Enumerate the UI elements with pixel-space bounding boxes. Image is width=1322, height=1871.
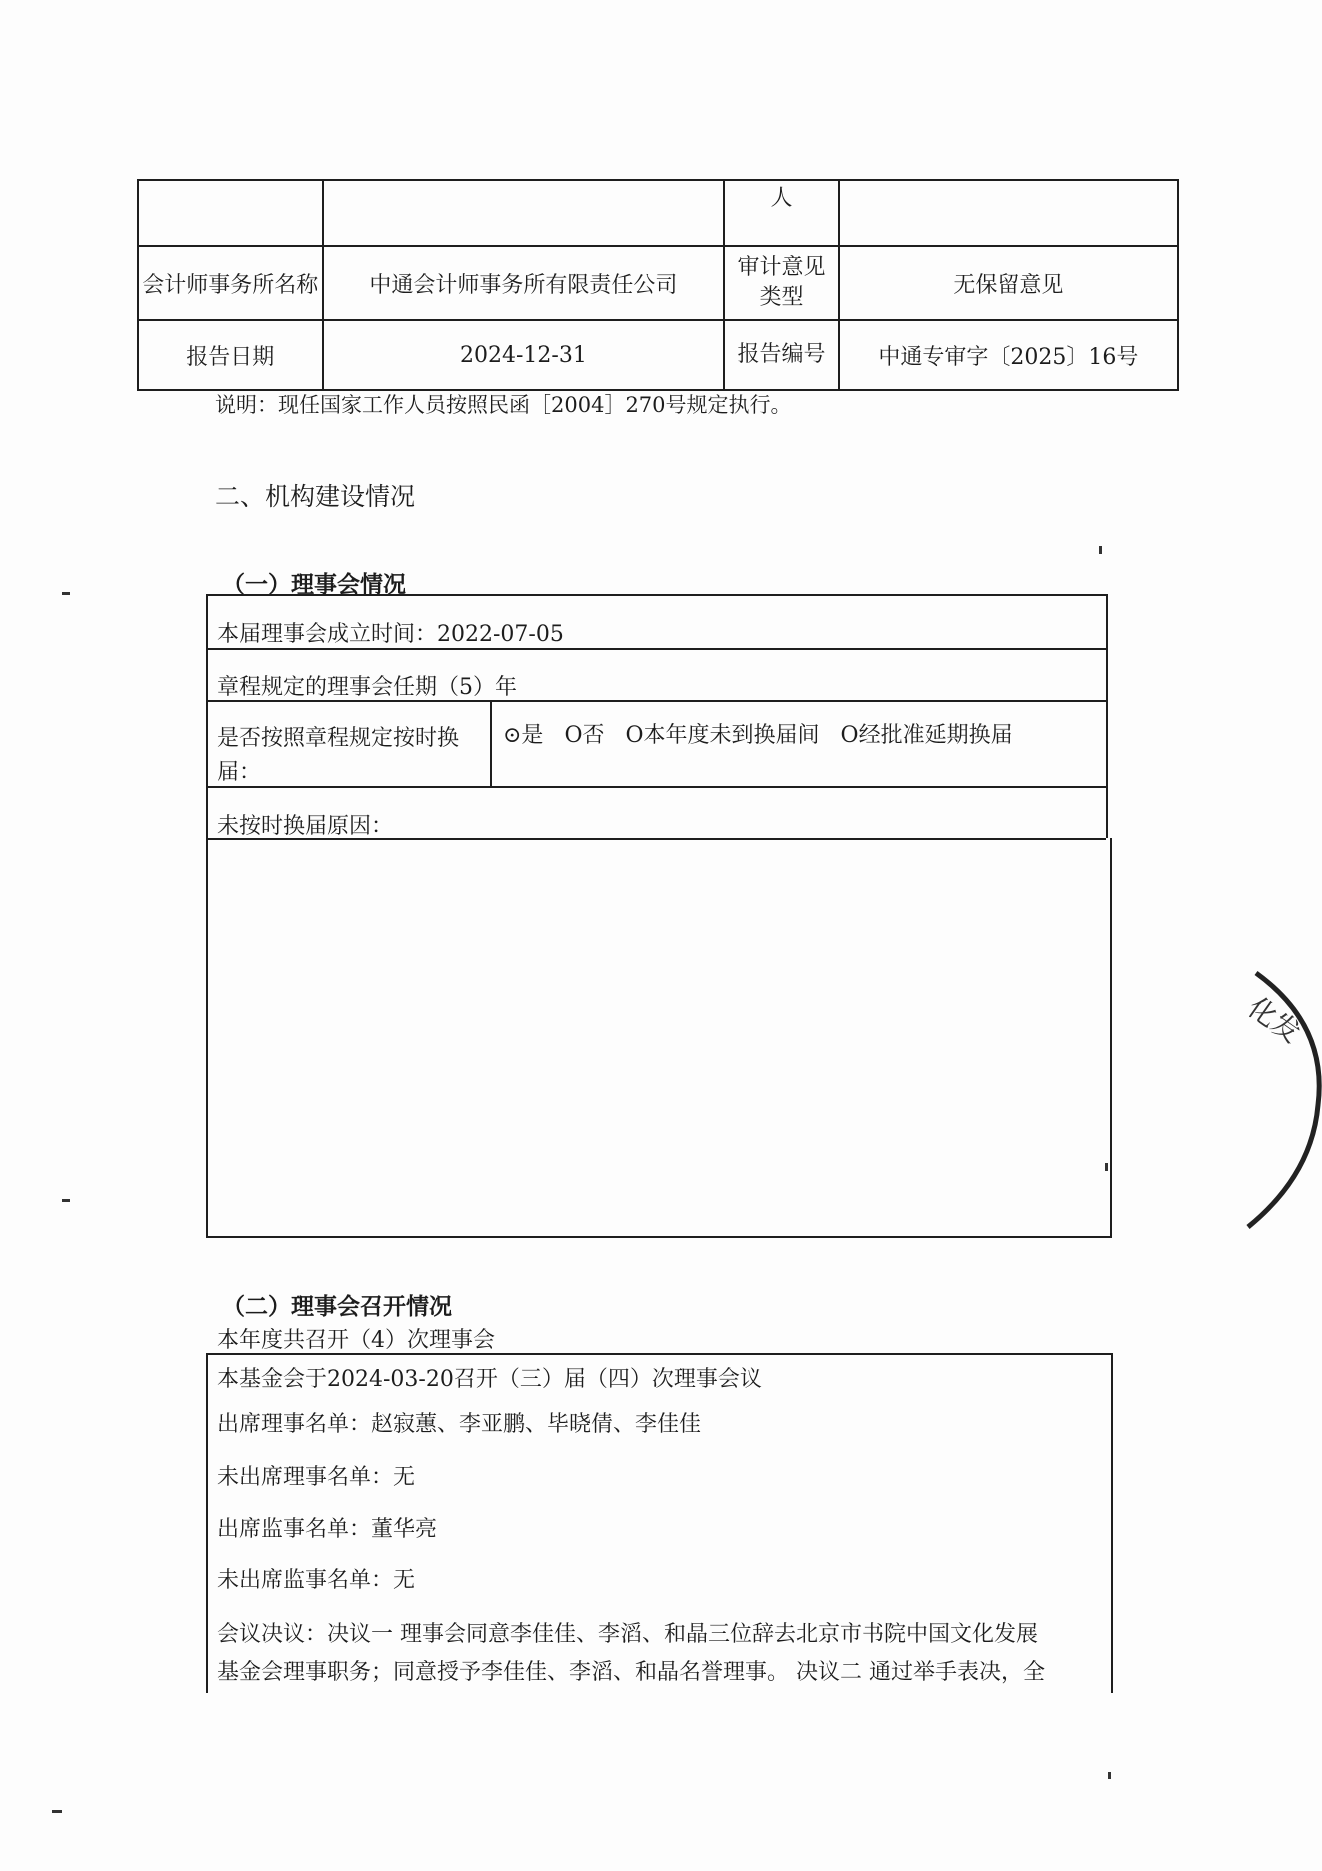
report-no-value: 中通专审字〔2025〕16号 — [839, 320, 1178, 390]
scan-speck — [62, 592, 70, 595]
option-no[interactable]: O否 — [564, 723, 605, 748]
board-title: （一）理事会情况 — [222, 572, 406, 598]
report-no-label: 报告编号 — [724, 320, 838, 390]
firm-label: 会计师事务所名称 — [138, 246, 323, 320]
seal-text: 化发 — [1241, 990, 1307, 1050]
scan-speck — [1108, 1772, 1111, 1779]
date-label: 报告日期 — [138, 320, 323, 390]
option-delayed[interactable]: O经批准延期换届 — [840, 723, 1013, 748]
resolution-line-2: 基金会理事职务；同意授予李佳佳、李滔、和晶名誉理事。 决议二 通过举手表决，全 — [217, 1660, 1045, 1685]
attended-directors: 出席理事名单：赵寂蕙、李亚鹏、毕晓倩、李佳佳 — [217, 1412, 702, 1437]
scan-speck — [62, 1199, 70, 1202]
blank-cell — [839, 180, 1178, 246]
option-yes[interactable]: ⊙是 — [503, 723, 544, 748]
attended-supervisors: 出席监事名单：董华亮 — [217, 1517, 438, 1542]
on-time-label: 是否按照章程规定按时换届： — [217, 726, 460, 785]
on-time-options — [503, 718, 1027, 749]
audit-info-table — [137, 179, 1179, 391]
scan-speck — [1105, 1163, 1108, 1171]
reason-label: 未按时换届原因： — [217, 814, 394, 839]
person-label-cell — [724, 180, 838, 246]
date-value: 2024-12-31 — [323, 320, 725, 390]
board-term: 章程规定的理事会任期（5）年 — [217, 675, 517, 700]
absent-directors: 未出席理事名单：无 — [217, 1465, 416, 1490]
scan-speck — [1099, 546, 1102, 554]
blank-cell — [323, 180, 725, 246]
absent-supervisors: 未出席监事名单：无 — [217, 1568, 416, 1593]
opinion-label: 审计意见类型 — [724, 246, 838, 320]
meetings-title: （二）理事会召开情况 — [222, 1294, 452, 1320]
scan-speck — [52, 1810, 62, 1813]
option-not-due[interactable]: O本年度未到换届间 — [625, 723, 820, 748]
seal-stamp — [1238, 965, 1322, 1235]
section-title: 二、机构建设情况 — [215, 482, 416, 511]
meeting-count: 本年度共召开（4）次理事会 — [217, 1328, 495, 1353]
person-label: 人 — [770, 186, 793, 211]
opinion-value: 无保留意见 — [839, 246, 1178, 320]
blank-cell — [138, 180, 323, 246]
resolution-line-1: 会议决议：决议一 理事会同意李佳佳、李滔、和晶三位辞去北京市书院中国文化发展 — [217, 1622, 1038, 1647]
firm-value: 中通会计师事务所有限责任公司 — [323, 246, 725, 320]
meeting-line: 本基金会于2024-03-20召开（三）届（四）次理事会议 — [217, 1367, 762, 1392]
board-established: 本届理事会成立时间：2022-07-05 — [217, 622, 564, 647]
note: 说明：现任国家工作人员按照民函［2004］270号规定执行。 — [215, 393, 792, 417]
